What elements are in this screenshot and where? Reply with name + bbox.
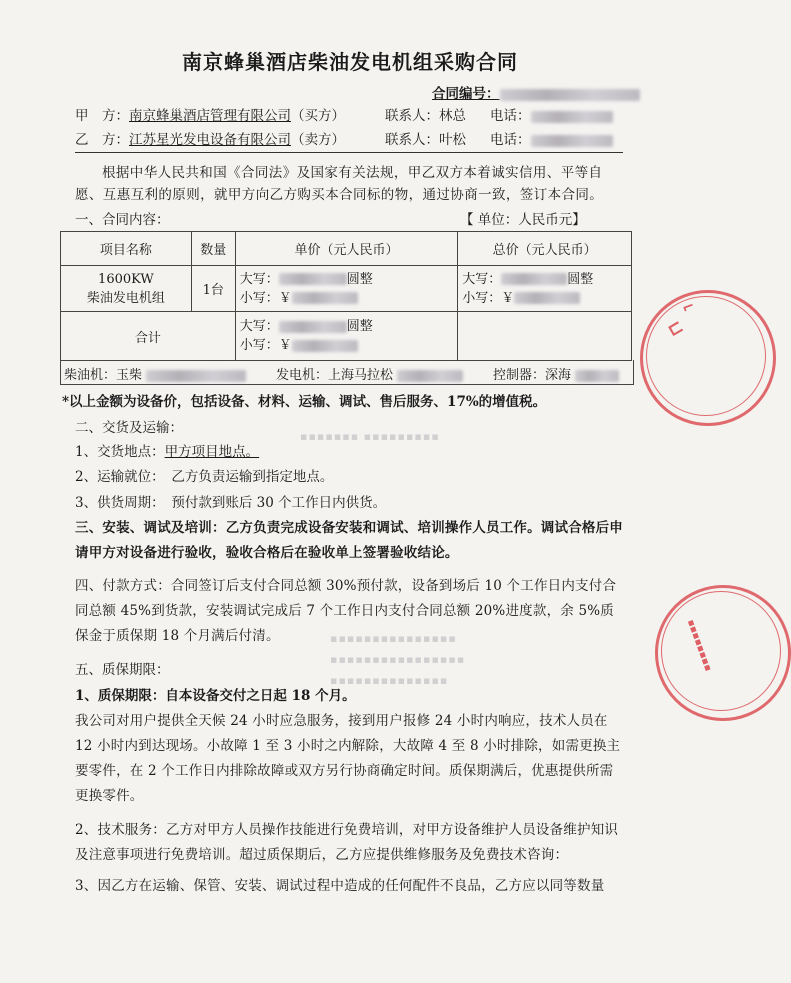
show-through-text: ▪▪▪▪▪▪▪ ▪▪▪▪▪▪▪▪▪ bbox=[300, 430, 440, 443]
engine-label: 柴油机：玉柴 bbox=[64, 368, 143, 383]
party-a-role: （买方） bbox=[291, 108, 345, 124]
redacted-grand-daxie bbox=[279, 321, 347, 333]
delivery-location-label: 1、交货地点： bbox=[75, 444, 165, 460]
grand-total-yuanzheng: 圆整 bbox=[346, 319, 373, 334]
item-name-cell bbox=[61, 266, 192, 312]
party-a-name: 南京蜂巢酒店管理有限公司 bbox=[129, 108, 291, 124]
redacted-controller-model bbox=[575, 370, 619, 382]
page-title: 南京蜂巢酒店柴油发电机组采购合同 bbox=[182, 50, 518, 74]
company-seal-inner-ring bbox=[661, 591, 781, 711]
header-qty: 数量 bbox=[191, 232, 235, 266]
show-through-text: ▪▪▪▪▪▪▪▪▪▪▪▪▪▪▪▪ bbox=[330, 653, 466, 666]
total-price-daxie-label: 大写： bbox=[462, 271, 502, 287]
alternator-info bbox=[276, 364, 463, 383]
party-a-row bbox=[75, 104, 345, 124]
seal-glyph: ⌐ bbox=[679, 296, 698, 318]
grand-total-daxie-label: 大写： bbox=[239, 319, 279, 334]
alternator-label: 发电机：上海马拉松 bbox=[276, 368, 394, 383]
item-qty: 1台 bbox=[191, 266, 235, 312]
redacted-phone-a bbox=[531, 111, 613, 123]
seal-glyph: ⊏ bbox=[663, 315, 688, 342]
item-model: 1600KW bbox=[98, 271, 154, 287]
price-note: *以上金额为设备价，包括设备、材料、运输、调试、售后服务、17%的增值税。 bbox=[62, 394, 547, 410]
total-price-cell bbox=[458, 266, 632, 312]
delivery-location bbox=[75, 440, 259, 460]
section-2-heading: 二、交货及运输： bbox=[75, 420, 183, 436]
party-b-contact bbox=[385, 128, 466, 148]
unit-price-cell bbox=[235, 266, 458, 312]
delivery-location-value: 甲方项目地点。 bbox=[164, 444, 260, 460]
controller-info bbox=[493, 364, 619, 383]
header-unit-price: 单价（元人民币） bbox=[235, 232, 458, 266]
section-5-heading: 五、质保期限： bbox=[75, 662, 170, 678]
unit-label: 【 单位：人民币元】 bbox=[460, 212, 586, 228]
unit-price-xiaoxie-label: 小写：￥ bbox=[239, 290, 292, 306]
company-seal-inner-ring bbox=[646, 296, 766, 416]
defective-parts-item: 3、因乙方在运输、保管、安装、调试过程中造成的任何配件不良品，乙方应以同等数量 bbox=[75, 878, 605, 894]
party-a-contact-label: 联系人： bbox=[385, 108, 439, 124]
contract-number-label: 合同编号： bbox=[432, 86, 500, 102]
section-3-paragraph: 三、安装、调试及培训：乙方负责完成设备安装和调试、培训操作人员工作。调试合格后申请甲方对设备进行验收，验收合格后在验收单上签署验收结论。 bbox=[75, 520, 623, 561]
total-price-yuanzheng: 圆整 bbox=[567, 271, 594, 287]
warranty-period-item: 1、质保期限：自本设备交付之日起 18 个月。 bbox=[75, 688, 356, 704]
redacted-total-daxie bbox=[501, 273, 567, 285]
transport-item: 2、运输就位： 乙方负责运输到指定地点。 bbox=[75, 469, 334, 485]
redacted-grand-xiaoxie bbox=[292, 340, 358, 352]
party-b-phone-label: 电话： bbox=[490, 132, 531, 148]
header-divider bbox=[75, 152, 623, 153]
total-label: 合计 bbox=[61, 312, 236, 361]
seal-glyph: ▪▪▪▪▪▪▪▪ bbox=[684, 618, 714, 673]
party-a-prefix: 甲 方： bbox=[75, 108, 129, 124]
empty-cell bbox=[458, 312, 632, 361]
redacted-engine-model bbox=[146, 370, 246, 382]
technical-service-item: 2、技术服务：乙方对甲方人员操作技能进行免费培训，对甲方设备维护人员设备维护知识及注意事项进行免费培训。超过质保期后，乙方应提供维修服务及免费技术咨询： bbox=[75, 822, 619, 863]
table-header-row bbox=[61, 232, 632, 266]
total-price-xiaoxie-label: 小写：￥ bbox=[462, 290, 515, 306]
table-total-row bbox=[61, 312, 632, 361]
redacted-alternator-model bbox=[397, 370, 463, 382]
party-b-row bbox=[75, 128, 345, 148]
unit-price-daxie-label: 大写： bbox=[239, 271, 279, 287]
redacted-total-xiaoxie bbox=[514, 292, 580, 304]
item-description: 柴油发电机组 bbox=[86, 290, 165, 306]
redacted-phone-b bbox=[531, 135, 613, 147]
party-a-phone-label: 电话： bbox=[490, 108, 531, 124]
header-total-price: 总价（元人民币） bbox=[458, 232, 632, 266]
components-row bbox=[60, 360, 634, 385]
delivery-period-item: 3、供货周期： 预付款到账后 30 个工作日内供货。 bbox=[75, 495, 387, 511]
party-b-contact-label: 联系人： bbox=[385, 132, 439, 148]
party-a-contact bbox=[385, 104, 466, 124]
unit-price-yuanzheng: 圆整 bbox=[346, 271, 373, 287]
table-row bbox=[61, 266, 632, 312]
party-a-contact-name: 林总 bbox=[439, 108, 466, 124]
party-b-phone bbox=[490, 128, 613, 148]
redacted-unit-xiaoxie bbox=[292, 292, 358, 304]
redacted-contract-number bbox=[500, 89, 640, 101]
redacted-unit-daxie bbox=[279, 273, 347, 285]
party-a-phone bbox=[490, 104, 613, 124]
show-through-text: ▪▪▪▪▪▪▪▪▪▪▪▪▪▪▪ bbox=[330, 632, 457, 645]
party-b-prefix: 乙 方： bbox=[75, 132, 129, 148]
show-through-text: ▪▪▪▪▪▪▪▪▪▪▪▪▪▪ bbox=[330, 674, 449, 687]
items-table bbox=[60, 231, 632, 361]
service-paragraph: 我公司对用户提供全天候 24 小时应急服务，接到用户报修 24 小时内响应，技术人员在 12 小时内到达现场。小故障 1 至 3 小时之内解除，大故障 4 至 8 小时排除，如需更换主要零件，在 2 个工作日内排除故障或双方另行协商确定时间。质保期满后，优惠提供所需更换零件。 bbox=[75, 713, 621, 804]
controller-label: 控制器：深海 bbox=[493, 368, 572, 383]
section-4-paragraph: 四、付款方式：合同签订后支付合同总额 30%预付款，设备到场后 10 个工作日内支付合同总额 45%到货款，安装调试完成后 7 个工作日内支付合同总额 20%进度款，余 5%质保金于质保期 18 个月满后付清。 bbox=[75, 578, 617, 644]
party-b-name: 江苏星光发电设备有限公司 bbox=[129, 132, 291, 148]
engine-info bbox=[64, 364, 246, 383]
contract-number bbox=[432, 82, 640, 102]
party-b-contact-name: 叶松 bbox=[439, 132, 466, 148]
intro-paragraph: 根据中华人民共和国《合同法》及国家有关法规，甲乙双方本着诚实信用、平等自愿、互惠互利的原则，就甲方向乙方购买本合同标的物，通过协商一致，签订本合同。 bbox=[75, 165, 604, 203]
header-item-name: 项目名称 bbox=[61, 232, 192, 266]
grand-total-xiaoxie-label: 小写：￥ bbox=[239, 338, 292, 353]
grand-total-cell bbox=[235, 312, 458, 361]
party-b-role: （卖方） bbox=[291, 132, 345, 148]
section-1-heading: 一、合同内容： bbox=[75, 212, 170, 228]
